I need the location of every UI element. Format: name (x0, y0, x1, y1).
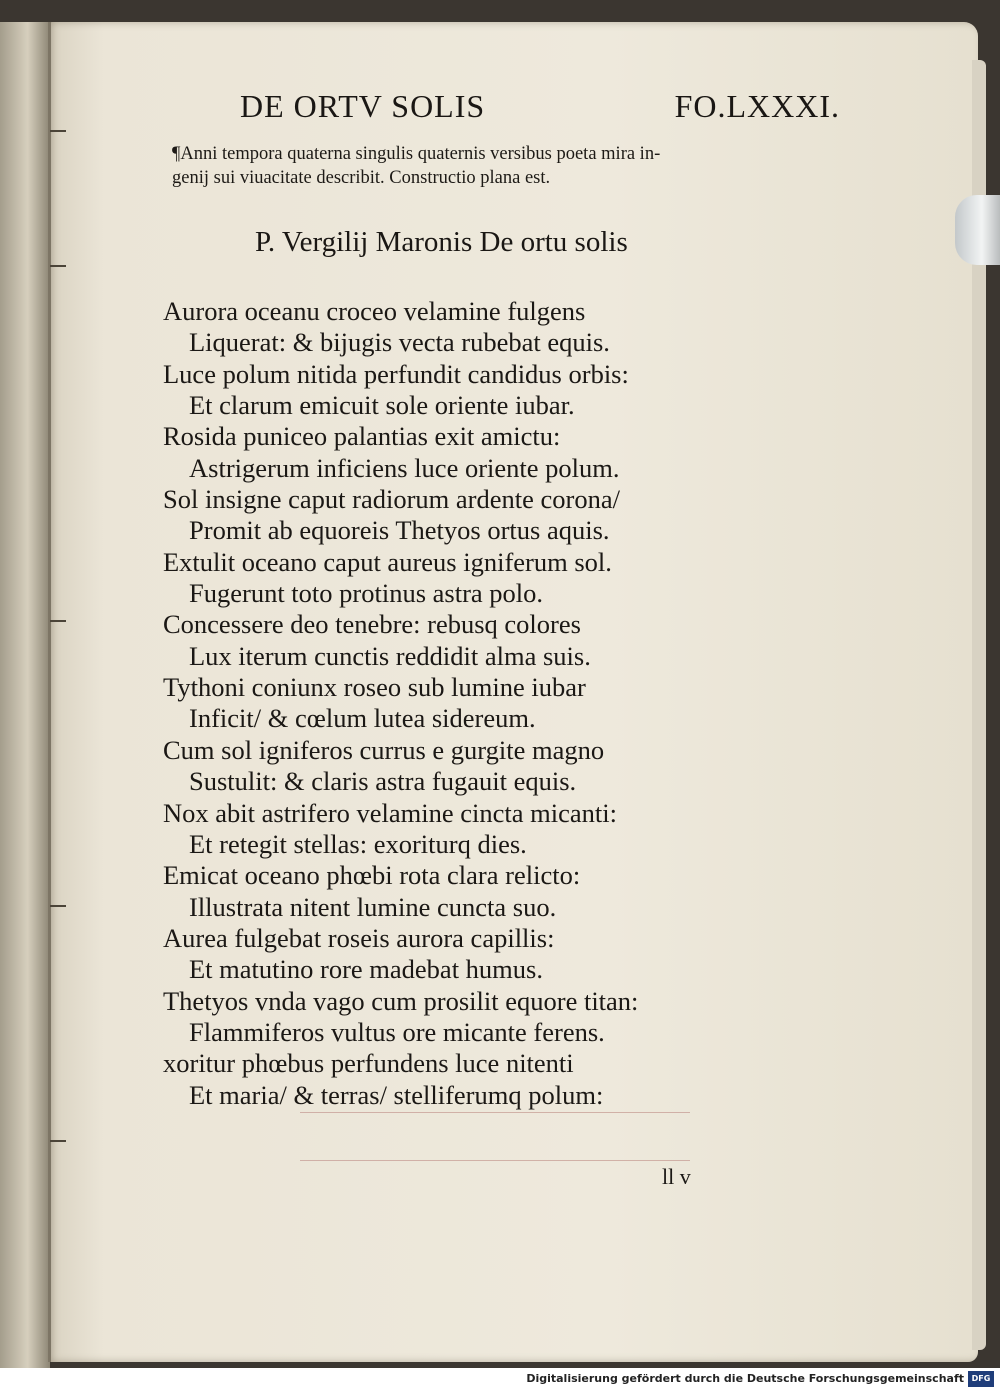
verse-line: Tythoni coniunx roseo sub lumine iubar (163, 672, 586, 703)
verse-line: Inficit/ & cœlum lutea sidereum. (189, 703, 536, 734)
intro-paragraph (172, 142, 832, 190)
sewing-mark (50, 265, 66, 267)
verse-line: Nox abit astrifero velamine cincta micanti: (163, 797, 618, 828)
intro-line: genij sui viuacitate describit. Constructio plana est. (172, 168, 551, 188)
verse-line: Extulit oceano caput aureus igniferum sol. (163, 546, 612, 577)
verse-line: Et maria/ & terras/ stelliferumq polum: (189, 1079, 604, 1110)
verse-line: Sustulit: & claris astra fugauit equis. (189, 766, 577, 797)
verse-line: Aurora oceanu croceo velamine fulgens (163, 296, 586, 326)
verse-line: Et matutino rore madebat humus. (189, 954, 543, 985)
poem-title: P. Vergilij Maronis De ortu solis (255, 226, 628, 258)
verse-line: Fugerunt toto protinus astra polo. (189, 578, 544, 609)
verse-line: Aurea fulgebat roseis aurora capillis: (163, 922, 555, 953)
dfg-logo: DFG (968, 1371, 994, 1387)
verse-line: Rosida puniceo palantias exit amictu: (163, 421, 561, 452)
verse-line: Illustrata nitent lumine cuncta suo. (189, 891, 557, 922)
verse-line: Luce polum nitida perfundit candidus orbis: (163, 358, 629, 389)
verse-line: Astrigerum inficiens luce oriente polum. (189, 452, 620, 483)
sewing-mark (50, 905, 66, 907)
underline-mark (300, 1160, 690, 1161)
verse-line: xoritur phœbus perfundens luce nitenti (163, 1048, 574, 1079)
footer-credit: Digitalisierung gefördert durch die Deutsche Forschungsgemeinschaft (526, 1372, 964, 1385)
verse-line: Thetyos vnda vago cum prosilit equore titan: (163, 985, 639, 1016)
verse-line: Flammiferos vultus ore micante ferens. (189, 1016, 605, 1047)
sewing-mark (50, 1140, 66, 1142)
gutter-fold (48, 22, 51, 1362)
verse-line: Concessere deo tenebre: rebusq colores (163, 609, 581, 640)
running-header (240, 88, 840, 132)
verse-line: Et clarum emicuit sole oriente iubar. (189, 390, 575, 421)
facing-page-edge (0, 22, 50, 1368)
verse-line: Et retegit stellas: exoriturq dies. (189, 828, 527, 859)
poem-body (163, 296, 743, 1111)
intro-line: ¶Anni tempora quaterna singulis quaternis versibus poeta mira in- (172, 144, 661, 164)
verse-line: Liquerat: & bijugis vecta rubebat equis. (189, 327, 610, 358)
verse-line: Promit ab equoreis Thetyos ortus aquis. (189, 515, 610, 546)
underline-mark (300, 1112, 690, 1113)
verse-line: Emicat oceano phœbi rota clara relicto: (163, 860, 581, 891)
signature-mark: ll v (662, 1164, 691, 1189)
verse-line: Sol insigne caput radiorum ardente corona/ (163, 484, 620, 515)
bookmark-tab (955, 195, 1000, 265)
verse-line: Cum sol igniferos currus e gurgite magno (163, 734, 605, 765)
running-title: DE ORTV SOLIS (240, 88, 486, 124)
verse-line: Lux iterum cunctis reddidit alma suis. (189, 640, 591, 671)
folio-number: FO.LXXXI. (674, 88, 840, 124)
sewing-mark (50, 620, 66, 622)
footer-bar (0, 1368, 1000, 1392)
sewing-mark (50, 130, 66, 132)
